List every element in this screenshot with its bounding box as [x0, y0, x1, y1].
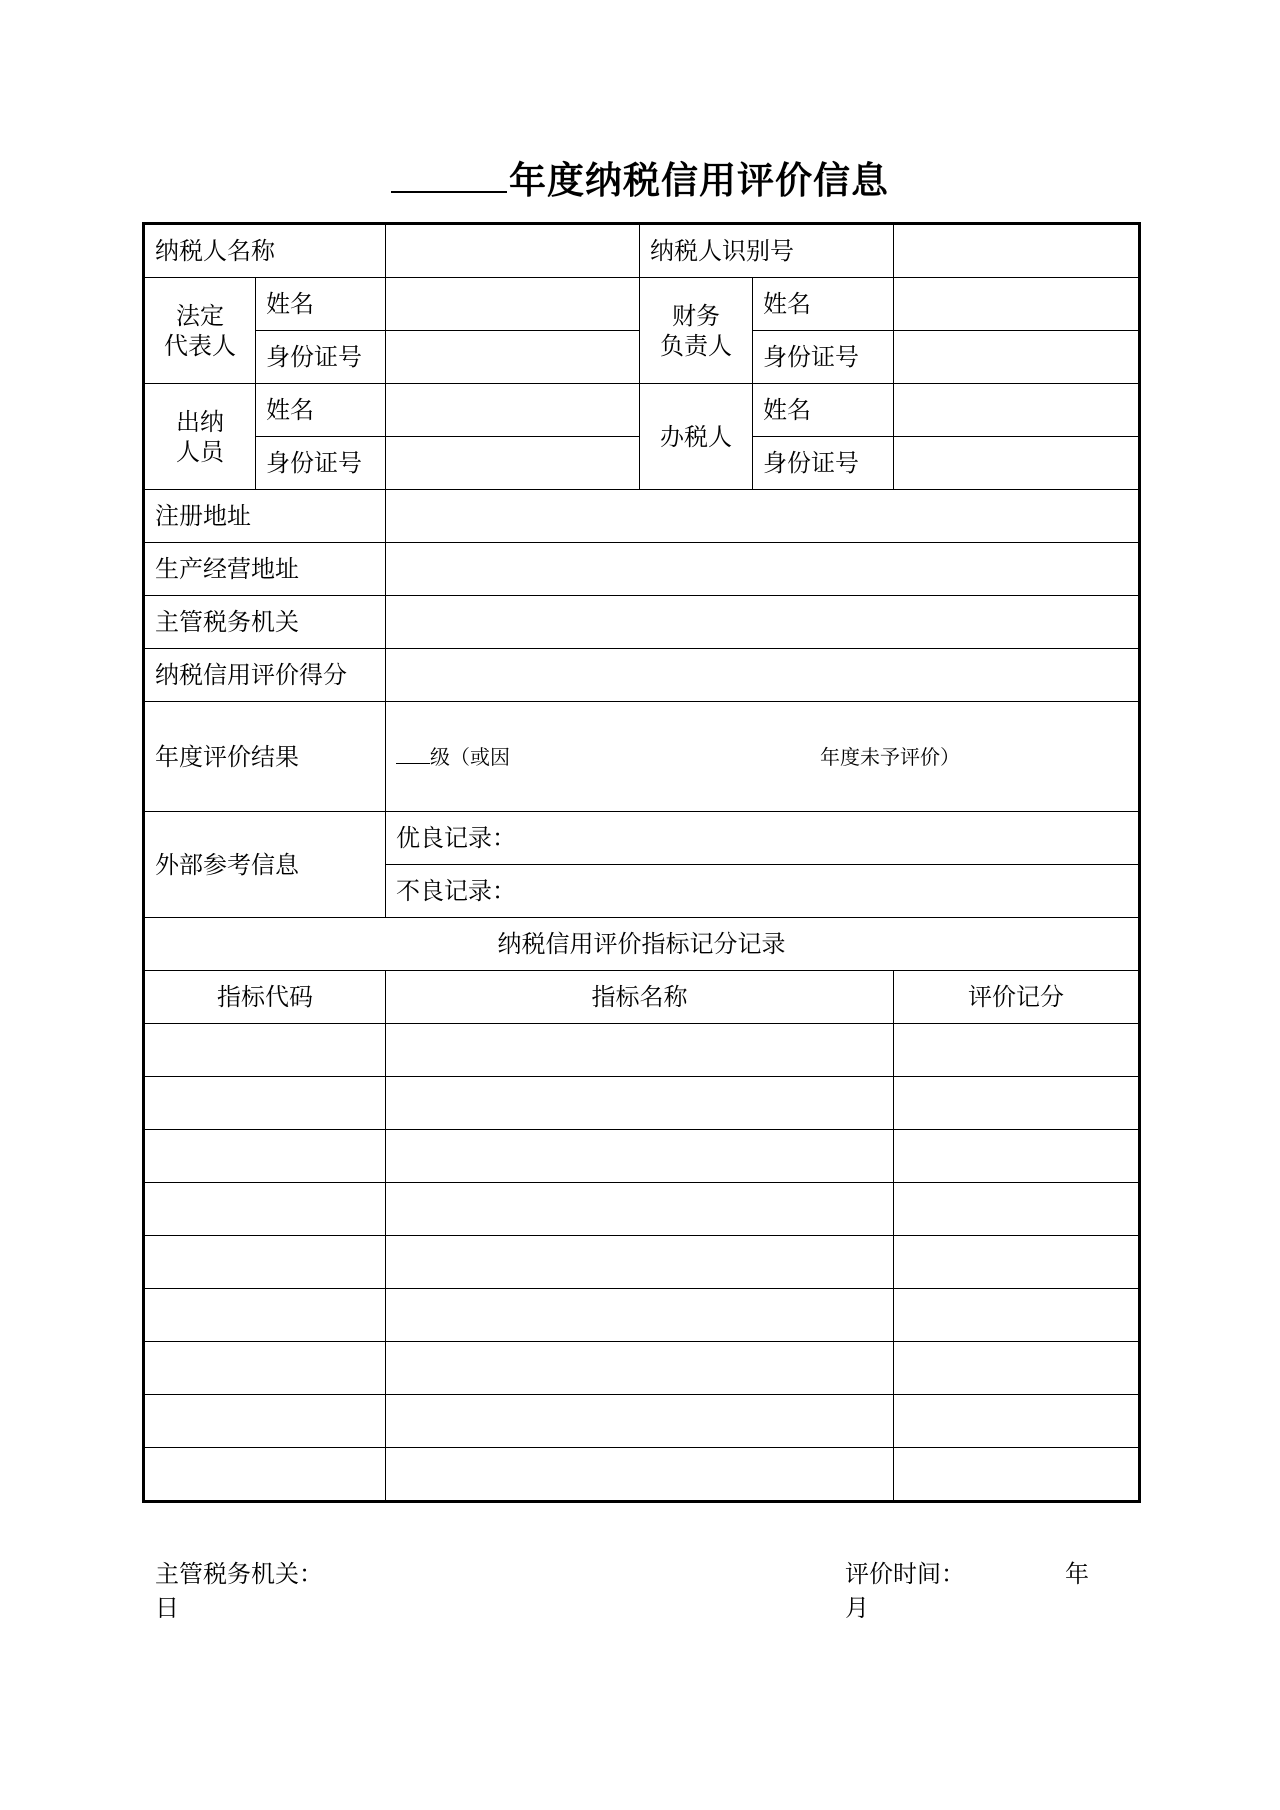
evaluation-score-cell[interactable] — [894, 1183, 1140, 1236]
indicator-name-cell[interactable] — [386, 1236, 894, 1289]
result-level-text: 级（或因 — [430, 744, 510, 769]
evaluation-score-cell[interactable] — [894, 1024, 1140, 1077]
indicator-code-cell[interactable] — [144, 1448, 386, 1502]
evaluation-score-cell[interactable] — [894, 1289, 1140, 1342]
evaluation-score-cell[interactable] — [894, 1448, 1140, 1502]
taxpayer-row — [144, 224, 1140, 278]
footer-tax-authority-label: 主管税务机关： — [155, 1560, 323, 1588]
indicator-name-cell[interactable] — [386, 1077, 894, 1130]
page-title-text: 年度纳税信用评价信息 — [509, 159, 889, 202]
year-blank[interactable] — [391, 161, 507, 193]
form-footer — [155, 1557, 1135, 1625]
footer-eval-time — [845, 1557, 1135, 1625]
indicator-name-cell[interactable] — [386, 1183, 894, 1236]
cashier-id-field[interactable] — [386, 437, 640, 490]
table-row — [144, 1342, 1140, 1395]
legal-rep-id-label: 身份证号 — [256, 331, 386, 384]
finance-head-name-field[interactable] — [894, 278, 1140, 331]
taxpayer-id-label: 纳税人识别号 — [640, 224, 894, 278]
indicator-name-cell[interactable] — [386, 1289, 894, 1342]
footer-day-label: 日 — [155, 1594, 179, 1622]
indicator-name-cell[interactable] — [386, 1448, 894, 1502]
finance-head-line1: 财务 — [672, 301, 720, 330]
cashier-line2: 人员 — [176, 437, 224, 466]
col-indicator-code: 指标代码 — [144, 971, 386, 1024]
tax-handler-id-label: 身份证号 — [753, 437, 894, 490]
taxpayer-name-field[interactable] — [386, 224, 640, 278]
footer-year-label: 年 — [1065, 1560, 1089, 1588]
evaluation-score-cell[interactable] — [894, 1077, 1140, 1130]
scoring-header-row — [144, 971, 1140, 1024]
tax-authority-label: 主管税务机关 — [144, 596, 386, 649]
indicator-code-cell[interactable] — [144, 1342, 386, 1395]
annual-result-row — [144, 702, 1140, 812]
tax-authority-row — [144, 596, 1140, 649]
result-level-blank[interactable] — [396, 743, 430, 764]
cashier-group-label — [144, 384, 256, 490]
legal-finance-name-row — [144, 278, 1140, 331]
business-address-row — [144, 543, 1140, 596]
business-address-field[interactable] — [386, 543, 1140, 596]
finance-head-id-label: 身份证号 — [753, 331, 894, 384]
cashier-name-field[interactable] — [386, 384, 640, 437]
legal-rep-name-field[interactable] — [386, 278, 640, 331]
col-indicator-name: 指标名称 — [386, 971, 894, 1024]
finance-head-line2: 负责人 — [660, 331, 732, 360]
indicator-name-cell[interactable] — [386, 1130, 894, 1183]
taxpayer-name-label: 纳税人名称 — [144, 224, 386, 278]
tax-credit-form — [142, 222, 1141, 1503]
indicator-code-cell[interactable] — [144, 1183, 386, 1236]
table-row — [144, 1236, 1140, 1289]
credit-score-row — [144, 649, 1140, 702]
registered-address-label: 注册地址 — [144, 490, 386, 543]
indicator-code-cell[interactable] — [144, 1395, 386, 1448]
finance-head-name-label: 姓名 — [753, 278, 894, 331]
annual-result-field[interactable] — [386, 702, 1140, 812]
evaluation-score-cell[interactable] — [894, 1395, 1140, 1448]
legal-rep-group-label — [144, 278, 256, 384]
legal-rep-id-field[interactable] — [386, 331, 640, 384]
tax-handler-name-field[interactable] — [894, 384, 1140, 437]
table-row — [144, 1024, 1140, 1077]
footer-eval-time-label: 评价时间： — [845, 1560, 965, 1588]
table-row — [144, 1395, 1140, 1448]
page-title — [0, 150, 1280, 204]
cashier-name-label: 姓名 — [256, 384, 386, 437]
good-record-field[interactable]: 优良记录： — [386, 812, 1140, 865]
indicator-code-cell[interactable] — [144, 1289, 386, 1342]
tax-authority-field[interactable] — [386, 596, 1140, 649]
table-row — [144, 1077, 1140, 1130]
legal-rep-name-label: 姓名 — [256, 278, 386, 331]
tax-handler-id-field[interactable] — [894, 437, 1140, 490]
scoring-section-row — [144, 918, 1140, 971]
tax-handler-name-label: 姓名 — [753, 384, 894, 437]
indicator-name-cell[interactable] — [386, 1342, 894, 1395]
indicator-code-cell[interactable] — [144, 1236, 386, 1289]
col-evaluation-score: 评价记分 — [894, 971, 1140, 1024]
indicator-name-cell[interactable] — [386, 1024, 894, 1077]
annual-result-label: 年度评价结果 — [144, 702, 386, 812]
legal-rep-line1: 法定 — [176, 301, 224, 330]
credit-score-field[interactable] — [386, 649, 1140, 702]
cashier-id-label: 身份证号 — [256, 437, 386, 490]
business-address-label: 生产经营地址 — [144, 543, 386, 596]
taxpayer-id-field[interactable] — [894, 224, 1140, 278]
indicator-code-cell[interactable] — [144, 1130, 386, 1183]
credit-score-label: 纳税信用评价得分 — [144, 649, 386, 702]
evaluation-score-cell[interactable] — [894, 1130, 1140, 1183]
footer-month-label: 月 — [845, 1594, 869, 1622]
cashier-handler-name-row — [144, 384, 1140, 437]
evaluation-score-cell[interactable] — [894, 1236, 1140, 1289]
finance-head-id-field[interactable] — [894, 331, 1140, 384]
registered-address-row — [144, 490, 1140, 543]
annual-result-text — [396, 742, 1128, 772]
scoring-section-title: 纳税信用评价指标记分记录 — [144, 918, 1140, 971]
finance-head-group-label — [640, 278, 753, 384]
evaluation-score-cell[interactable] — [894, 1342, 1140, 1395]
legal-rep-line2: 代表人 — [164, 331, 236, 360]
indicator-name-cell[interactable] — [386, 1395, 894, 1448]
external-info-label: 外部参考信息 — [144, 812, 386, 918]
tax-handler-group-label: 办税人 — [640, 384, 753, 490]
result-level — [396, 742, 510, 772]
external-good-row — [144, 812, 1140, 865]
table-row — [144, 1289, 1140, 1342]
indicator-code-cell[interactable] — [144, 1077, 386, 1130]
table-row — [144, 1183, 1140, 1236]
indicator-code-cell[interactable] — [144, 1024, 386, 1077]
table-row — [144, 1448, 1140, 1502]
bad-record-field[interactable]: 不良记录： — [386, 865, 1140, 918]
registered-address-field[interactable] — [386, 490, 1140, 543]
cashier-line1: 出纳 — [176, 407, 224, 436]
table-row — [144, 1130, 1140, 1183]
result-unrated-text: 年度未予评价） — [820, 744, 960, 769]
